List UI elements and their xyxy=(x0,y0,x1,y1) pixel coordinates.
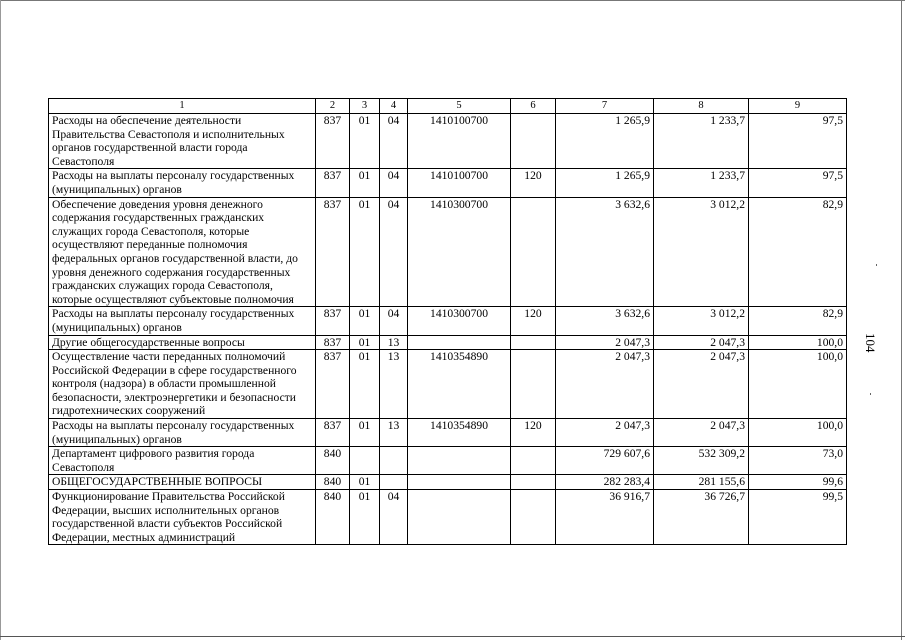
target-article-code: 1410354890 xyxy=(408,350,511,419)
expense-name: ОБЩЕГОСУДАРСТВЕННЫЕ ВОПРОСЫ xyxy=(49,475,316,490)
ministry-code: 837 xyxy=(316,350,350,419)
table-row xyxy=(49,335,847,350)
subsection-code xyxy=(380,475,408,490)
subsection-code xyxy=(380,447,408,475)
subsection-code: 13 xyxy=(380,350,408,419)
subsection-code: 13 xyxy=(380,335,408,350)
target-article-code xyxy=(408,447,511,475)
planned-amount: 729 607,6 xyxy=(556,447,654,475)
table-row xyxy=(49,447,847,475)
planned-amount: 3 632,6 xyxy=(556,197,654,307)
column-number: 2 xyxy=(316,99,350,114)
target-article-code: 1410100700 xyxy=(408,114,511,169)
ministry-code: 837 xyxy=(316,307,350,335)
execution-percent: 100,0 xyxy=(749,335,847,350)
table-row xyxy=(49,350,847,419)
section-code: 01 xyxy=(350,307,380,335)
expense-type-code: 120 xyxy=(511,307,556,335)
expense-name: Другие общегосударственные вопросы xyxy=(49,335,316,350)
section-code: 01 xyxy=(350,490,380,545)
expense-name: Расходы на обеспечение деятельности Правительства Севастополя и исполнительных органов государственной власти города Севастополя xyxy=(49,114,316,169)
executed-amount: 36 726,7 xyxy=(654,490,749,545)
target-article-code xyxy=(408,475,511,490)
executed-amount: 2 047,3 xyxy=(654,350,749,419)
executed-amount: 532 309,2 xyxy=(654,447,749,475)
subsection-code: 04 xyxy=(380,114,408,169)
budget-table xyxy=(48,98,847,545)
executed-amount: 1 233,7 xyxy=(654,169,749,197)
planned-amount: 1 265,9 xyxy=(556,114,654,169)
section-code: 01 xyxy=(350,335,380,350)
section-code: 01 xyxy=(350,197,380,307)
ministry-code: 837 xyxy=(316,335,350,350)
execution-percent: 100,0 xyxy=(749,350,847,419)
section-code xyxy=(350,447,380,475)
page-edge-bottom xyxy=(0,636,905,637)
planned-amount: 282 283,4 xyxy=(556,475,654,490)
execution-percent: 99,5 xyxy=(749,490,847,545)
table-row xyxy=(49,419,847,447)
execution-percent: 82,9 xyxy=(749,307,847,335)
page-edge-right xyxy=(901,0,902,640)
section-code: 01 xyxy=(350,169,380,197)
section-code: 01 xyxy=(350,475,380,490)
column-number: 8 xyxy=(654,99,749,114)
target-article-code: 1410300700 xyxy=(408,197,511,307)
planned-amount: 1 265,9 xyxy=(556,169,654,197)
page-edge-top xyxy=(0,0,905,1)
planned-amount: 36 916,7 xyxy=(556,490,654,545)
executed-amount: 3 012,2 xyxy=(654,307,749,335)
expense-name: Расходы на выплаты персоналу государственных (муниципальных) органов xyxy=(49,169,316,197)
execution-percent: 82,9 xyxy=(749,197,847,307)
column-number: 9 xyxy=(749,99,847,114)
planned-amount: 2 047,3 xyxy=(556,335,654,350)
expense-name: Осуществление части переданных полномочий Российской Федерации в сфере государственного контроля (надзора) в области промышленной безопасности, электроэнергетики и безопасности гидротехнических сооружений xyxy=(49,350,316,419)
ministry-code: 837 xyxy=(316,169,350,197)
executed-amount: 2 047,3 xyxy=(654,419,749,447)
column-number: 4 xyxy=(380,99,408,114)
page-edge-left xyxy=(0,0,1,640)
execution-percent: 97,5 xyxy=(749,169,847,197)
table-row xyxy=(49,490,847,545)
target-article-code: 1410354890 xyxy=(408,419,511,447)
column-number: 3 xyxy=(350,99,380,114)
executed-amount: 1 233,7 xyxy=(654,114,749,169)
execution-percent: 100,0 xyxy=(749,419,847,447)
ministry-code: 840 xyxy=(316,475,350,490)
subsection-code: 04 xyxy=(380,169,408,197)
expense-type-code xyxy=(511,350,556,419)
expense-name: Расходы на выплаты персоналу государственных (муниципальных) органов xyxy=(49,307,316,335)
expense-type-code xyxy=(511,475,556,490)
expense-name: Обеспечение доведения уровня денежного содержания государственных гражданских служащих города Севастополя, которые осуществляют переданные полномочия федеральных органов государственной власти, до уровня денежного содержания государственных гражданских служащих города Севастополя, которые осуществляют субъектовые полномочия xyxy=(49,197,316,307)
table-row xyxy=(49,307,847,335)
target-article-code xyxy=(408,490,511,545)
table-row xyxy=(49,114,847,169)
expense-type-code xyxy=(511,197,556,307)
execution-percent: 99,6 xyxy=(749,475,847,490)
expense-type-code xyxy=(511,114,556,169)
expense-type-code: 120 xyxy=(511,419,556,447)
section-code: 01 xyxy=(350,419,380,447)
scan-speck xyxy=(870,393,871,395)
column-number: 7 xyxy=(556,99,654,114)
execution-percent: 97,5 xyxy=(749,114,847,169)
ministry-code: 837 xyxy=(316,197,350,307)
subsection-code: 13 xyxy=(380,419,408,447)
scan-speck xyxy=(876,264,877,266)
planned-amount: 3 632,6 xyxy=(556,307,654,335)
table-row xyxy=(49,169,847,197)
section-code: 01 xyxy=(350,350,380,419)
subsection-code: 04 xyxy=(380,197,408,307)
ministry-code: 840 xyxy=(316,447,350,475)
column-number: 5 xyxy=(408,99,511,114)
ministry-code: 840 xyxy=(316,490,350,545)
executed-amount: 2 047,3 xyxy=(654,335,749,350)
target-article-code xyxy=(408,335,511,350)
expense-type-code xyxy=(511,335,556,350)
table-row xyxy=(49,475,847,490)
ministry-code: 837 xyxy=(316,419,350,447)
execution-percent: 73,0 xyxy=(749,447,847,475)
expense-type-code xyxy=(511,447,556,475)
page-number: 104 xyxy=(863,333,878,353)
expense-name: Расходы на выплаты персоналу государственных (муниципальных) органов xyxy=(49,419,316,447)
target-article-code: 1410100700 xyxy=(408,169,511,197)
table-row xyxy=(49,197,847,307)
column-number: 6 xyxy=(511,99,556,114)
expense-type-code xyxy=(511,490,556,545)
ministry-code: 837 xyxy=(316,114,350,169)
target-article-code: 1410300700 xyxy=(408,307,511,335)
expense-name: Департамент цифрового развития города Севастополя xyxy=(49,447,316,475)
column-number-row xyxy=(49,99,847,114)
subsection-code: 04 xyxy=(380,307,408,335)
planned-amount: 2 047,3 xyxy=(556,350,654,419)
expense-type-code: 120 xyxy=(511,169,556,197)
planned-amount: 2 047,3 xyxy=(556,419,654,447)
column-number: 1 xyxy=(49,99,316,114)
subsection-code: 04 xyxy=(380,490,408,545)
section-code: 01 xyxy=(350,114,380,169)
executed-amount: 3 012,2 xyxy=(654,197,749,307)
executed-amount: 281 155,6 xyxy=(654,475,749,490)
expense-name: Функционирование Правительства Российской Федерации, высших исполнительных органов государственной власти субъектов Российской Федерации, местных администраций xyxy=(49,490,316,545)
